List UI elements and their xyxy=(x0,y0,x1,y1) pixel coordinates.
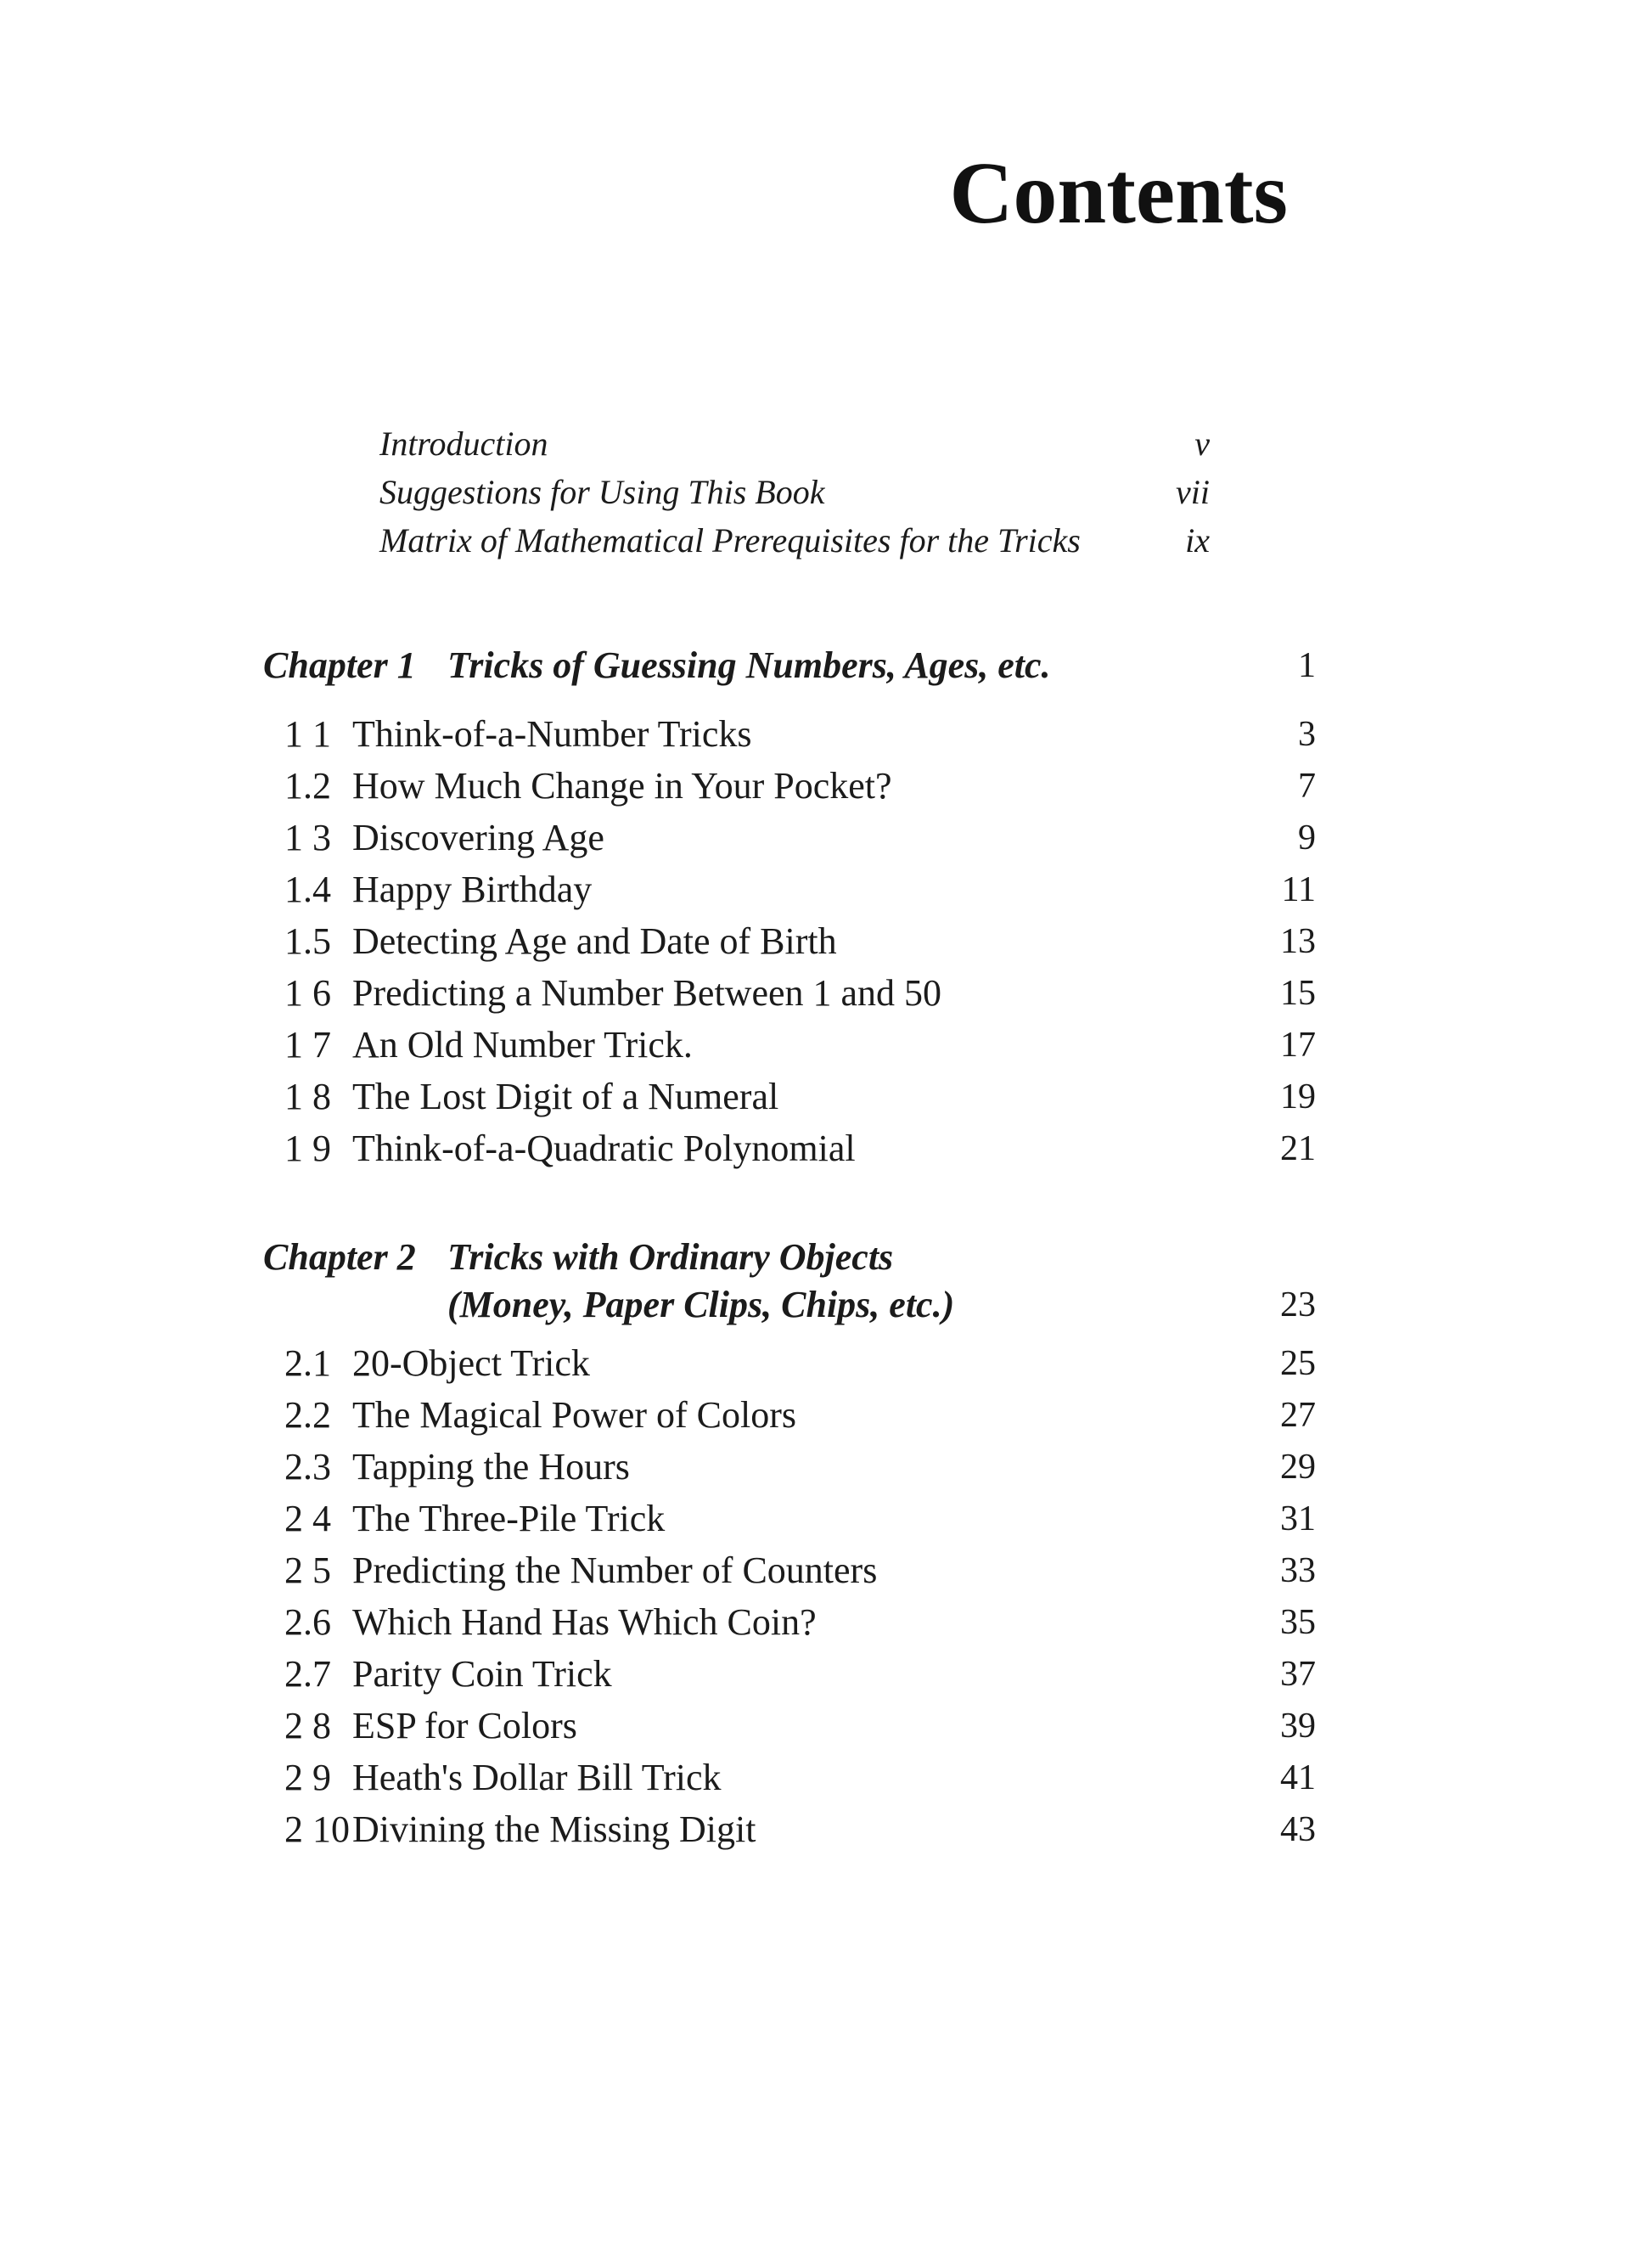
chapter-2-heading xyxy=(263,1234,1316,1329)
front-matter-page-number: vii xyxy=(1176,473,1210,511)
section-number: 1 8 xyxy=(284,1076,331,1117)
chapter-title-line: Tricks with Ordinary Objects xyxy=(447,1236,894,1278)
section-number: 1 7 xyxy=(284,1024,331,1066)
section-page-number: 15 xyxy=(1280,973,1316,1013)
section-number: 2.3 xyxy=(284,1446,331,1488)
section-title: 20-Object Trick xyxy=(352,1342,590,1384)
section-page-number: 41 xyxy=(1280,1758,1316,1797)
toc-row xyxy=(263,1544,1316,1596)
table-of-contents xyxy=(263,642,1316,1855)
toc-row xyxy=(263,915,1316,967)
toc-row xyxy=(263,1389,1316,1441)
section-number: 2 8 xyxy=(284,1705,331,1746)
section-number: 2 4 xyxy=(284,1498,331,1539)
chapter-title xyxy=(447,642,1298,689)
section-title: Parity Coin Trick xyxy=(352,1653,612,1695)
section-page-number: 43 xyxy=(1280,1809,1316,1849)
section-number: 1.4 xyxy=(284,869,331,910)
section-number: 1 9 xyxy=(284,1128,331,1169)
chapter-title-line: (Money, Paper Clips, Chips, etc.) xyxy=(447,1284,955,1325)
front-matter-label: Suggestions for Using This Book xyxy=(379,473,825,511)
section-page-number: 11 xyxy=(1281,869,1316,909)
chapter-label: Chapter 1 xyxy=(263,644,416,686)
section-title: Think-of-a-Number Tricks xyxy=(352,713,752,755)
section-page-number: 9 xyxy=(1298,818,1316,858)
toc-row xyxy=(263,1441,1316,1493)
section-title: Which Hand Has Which Coin? xyxy=(352,1601,817,1643)
section-title: How Much Change in Your Pocket? xyxy=(352,765,892,807)
section-number: 1.5 xyxy=(284,920,331,962)
section-title: Divining the Missing Digit xyxy=(352,1808,756,1850)
toc-row xyxy=(263,967,1316,1019)
section-number: 2.7 xyxy=(284,1653,331,1695)
section-title: Predicting a Number Between 1 and 50 xyxy=(352,972,942,1014)
chapter-page-number: 1 xyxy=(1298,646,1316,685)
section-page-number: 37 xyxy=(1280,1654,1316,1694)
section-title: The Three-Pile Trick xyxy=(352,1498,666,1539)
section-title: ESP for Colors xyxy=(352,1705,577,1746)
section-page-number: 29 xyxy=(1280,1447,1316,1487)
chapter-title xyxy=(447,1234,1280,1329)
chapter-1-heading xyxy=(263,642,1316,689)
toc-row xyxy=(263,1122,1316,1174)
section-title: The Lost Digit of a Numeral xyxy=(352,1076,779,1117)
front-matter-page-number: v xyxy=(1194,425,1210,463)
section-page-number: 3 xyxy=(1298,714,1316,754)
section-number: 2 9 xyxy=(284,1757,331,1798)
section-page-number: 7 xyxy=(1298,766,1316,806)
toc-row xyxy=(263,1648,1316,1700)
toc-row xyxy=(263,1596,1316,1648)
section-title: Predicting the Number of Counters xyxy=(352,1549,878,1591)
section-title: Tapping the Hours xyxy=(352,1446,630,1488)
front-matter-label: Matrix of Mathematical Prerequisites for the Tricks xyxy=(379,521,1081,560)
toc-row xyxy=(263,1493,1316,1544)
section-number: 2.2 xyxy=(284,1394,331,1436)
section-page-number: 39 xyxy=(1280,1706,1316,1746)
toc-row xyxy=(263,708,1316,760)
section-page-number: 17 xyxy=(1280,1025,1316,1065)
toc-row xyxy=(263,760,1316,812)
section-page-number: 13 xyxy=(1280,921,1316,961)
toc-row xyxy=(263,1019,1316,1071)
section-page-number: 33 xyxy=(1280,1550,1316,1590)
section-number: 2 10 xyxy=(284,1808,350,1850)
front-matter-list xyxy=(379,419,1210,565)
toc-row xyxy=(263,812,1316,863)
section-title: Happy Birthday xyxy=(352,869,593,910)
section-number: 2.6 xyxy=(284,1601,331,1643)
chapter-title-line: Tricks of Guessing Numbers, Ages, etc. xyxy=(447,644,1051,686)
section-page-number: 31 xyxy=(1280,1499,1316,1538)
toc-row xyxy=(263,1803,1316,1855)
front-matter-row xyxy=(379,419,1210,468)
chapter-page-number: 23 xyxy=(1280,1285,1316,1324)
section-page-number: 19 xyxy=(1280,1077,1316,1116)
front-matter-page-number: ix xyxy=(1185,521,1210,560)
section-title: An Old Number Trick. xyxy=(352,1024,693,1066)
chapter-label: Chapter 2 xyxy=(263,1236,416,1278)
section-number: 1.2 xyxy=(284,765,331,807)
section-title: The Magical Power of Colors xyxy=(352,1394,796,1436)
toc-row xyxy=(263,1752,1316,1803)
section-title: Detecting Age and Date of Birth xyxy=(352,920,837,962)
section-title: Heath's Dollar Bill Trick xyxy=(352,1757,722,1798)
toc-row xyxy=(263,1071,1316,1122)
section-number: 1 3 xyxy=(284,817,331,858)
page-title: Contents xyxy=(949,144,1288,242)
section-page-number: 27 xyxy=(1280,1395,1316,1435)
section-title: Think-of-a-Quadratic Polynomial xyxy=(352,1128,856,1169)
section-title: Discovering Age xyxy=(352,817,604,858)
section-page-number: 35 xyxy=(1280,1602,1316,1642)
section-number: 1 6 xyxy=(284,972,331,1014)
toc-row xyxy=(263,1700,1316,1752)
toc-row xyxy=(263,863,1316,915)
toc-row xyxy=(263,1337,1316,1389)
front-matter-row xyxy=(379,516,1210,565)
section-page-number: 25 xyxy=(1280,1343,1316,1383)
section-number: 1 1 xyxy=(284,713,331,755)
front-matter-label: Introduction xyxy=(379,425,548,463)
section-page-number: 21 xyxy=(1280,1128,1316,1168)
front-matter-row xyxy=(379,468,1210,516)
section-number: 2.1 xyxy=(284,1342,331,1384)
section-number: 2 5 xyxy=(284,1549,331,1591)
